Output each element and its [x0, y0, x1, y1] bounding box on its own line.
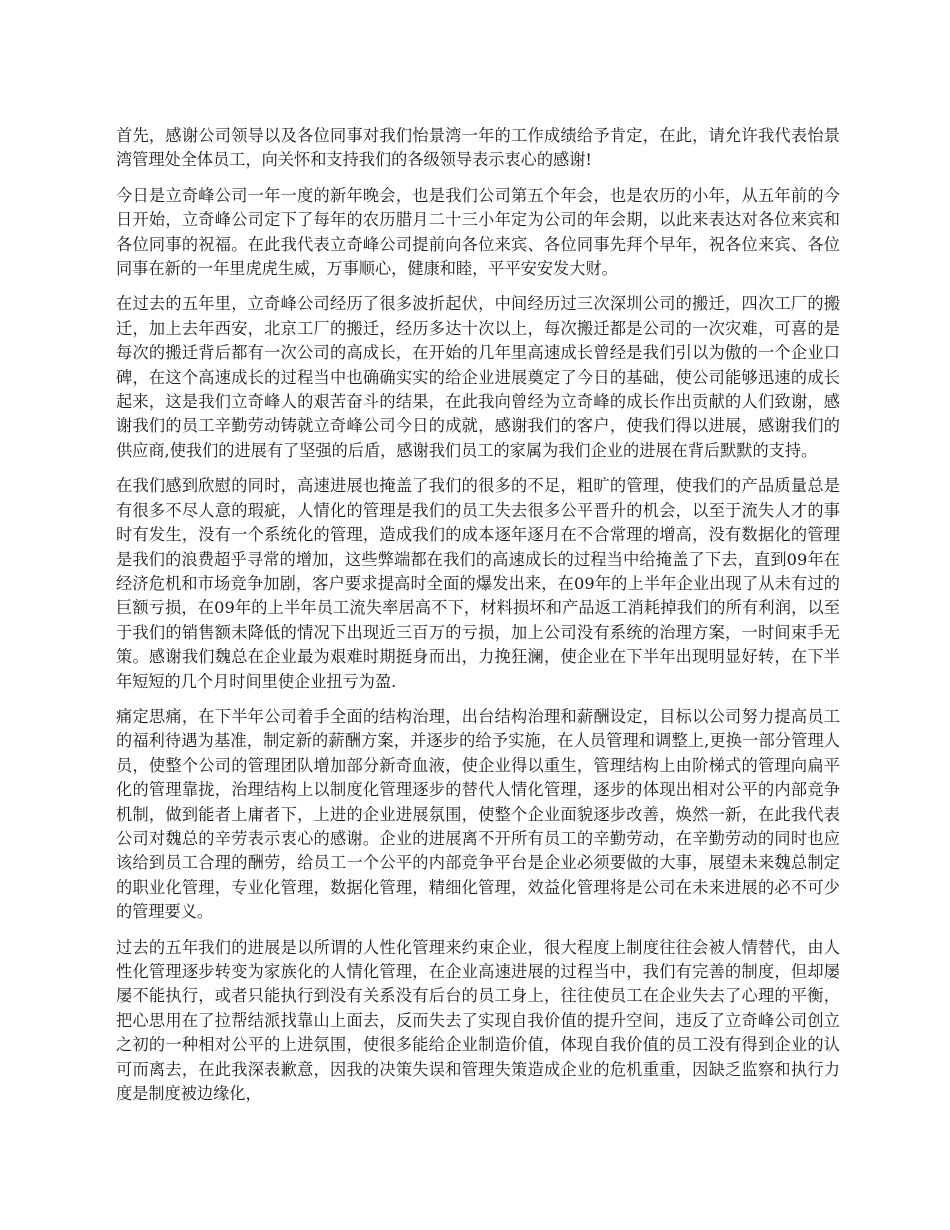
- paragraph-shortcomings: 在我们感到欣慰的同时，高速进展也掩盖了我们的很多的不足，粗旷的管理，使我们的产品质量总是有很多不尽人意的瑕疵，人情化的管理是我们的员工失去很多公平晋升的机会，以至于流失人才的事时有发生，没有一个系统化的管理，造成我们的成本逐年逐月在不合常理的增高，没有数据化的管理是我们的浪费超乎寻常的增加，这些弊端都在我们的高速成长的过程当中给掩盖了下去，直到09年在经济危机和市场竞争加剧，客户要求提高时全面的爆发出来，在09年的上半年企业出现了从未有过的巨额亏损，在09年的上半年员工流失率居高不下，材料损坏和产品返工消耗掉我们的所有利润，以至于我们的销售额未降低的情况下出现近三百万的亏损，加上公司没有系统的治理方案，一时间束手无策。感谢我们魏总在企业最为艰难时期挺身而出，力挽狂澜，使企业在下半年出现明显好转，在下半年短短的几个月时间里使企业扭亏为盈.: [116, 476, 840, 691]
- paragraph-restructuring: 痛定思痛，在下半年公司着手全面的结构治理，出台结构治理和薪酬设定，目标以公司努力提高员工的福利待遇为基准，制定新的薪酬方案，并逐步的给予实施，在人员管理和调整上,更换一部分管理人员，使整个公司的管理团队增加部分新奇血液，使企业得以重生，管理结构上由阶梯式的管理向扁平化的管理靠拢，治理结构上以制度化管理逐步的替代人情化管理，逐步的体现出相对公平的内部竞争机制，做到能者上庸者下，上进的企业进展氛围，使整个企业面貌逐步改善，焕然一新，在此我代表公司对魏总的辛劳表示衷心的感谢。企业的进展离不开所有员工的辛勤劳动，在辛勤劳动的同时也应该给到员工合理的酬劳，给员工一个公平的内部竞争平台是企业必须要做的大事，展望未来魏总制定的职业化管理，专业化管理，数据化管理，精细化管理，效益化管理将是公司在未来进展的必不可少的管理要义。: [116, 706, 840, 922]
- document-body: [116, 124, 840, 1117]
- paragraph-management-reflection: 过去的五年我们的进展是以所谓的人性化管理来约束企业，很大程度上制度往往会被人情替代，由人性化管理逐步转变为家族化的人情化管理，在企业高速进展的过程当中，我们有完善的制度，但却屡屡不能执行，或者只能执行到没有关系没有后台的员工身上，往往使员工在企业失去了心理的平衡，把心思用在了拉帮结派找靠山上面去，反而失去了实现自我价值的提升空间，违反了立奇峰公司创立之初的一种相对公平的上进氛围，使很多能给企业制造价值，体现自我价值的员工没有得到企业的认可而离去，在此我深表歉意，因我的决策失误和管理失策造成企业的危机重重，因缺乏监察和执行力度是制度被边缘化，: [116, 937, 840, 1104]
- paragraph-new-year-gala: 今日是立奇峰公司一年一度的新年晚会，也是我们公司第五个年会，也是农历的小年，从五年前的今日开始，立奇峰公司定下了每年的农历腊月二十三小年定为公司的年会期，以此来表达对各位来宾和各位同事的祝福。在此我代表立奇峰公司提前向各位来宾、各位同事先拜个早年，祝各位来宾、各位同事在新的一年里虎虎生威，万事顺心，健康和睦，平平安安发大财。: [116, 185, 840, 279]
- paragraph-five-years-review: 在过去的五年里，立奇峰公司经历了很多波折起伏，中间经历过三次深圳公司的搬迁，四次工厂的搬迁，加上去年西安，北京工厂的搬迁，经历多达十次以上，每次搬迁都是公司的一次灾难，可喜的是每次的搬迁背后都有一次公司的高成长，在开始的几年里高速成长曾经是我们引以为傲的一个企业口碑，在这个高速成长的过程当中也确确实实的给企业进展奠定了今日的基础，使公司能够迅速的成长起来，这是我们立奇峰人的艰苦奋斗的结果，在此我向曾经为立奇峰的成长作出贡献的人们致谢，感谢我们的员工辛勤劳动铸就立奇峰公司今日的成就，感谢我们的客户，使我们得以进展，感谢我们的供应商,使我们的进展有了坚强的后盾，感谢我们员工的家属为我们企业的进展在背后默默的支持。: [116, 294, 840, 460]
- paragraph-thanks: 首先，感谢公司领导以及各位同事对我们怡景湾一年的工作成绩给予肯定，在此，请允许我代表怡景湾管理处全体员工，向关怀和支持我们的各级领导表示衷心的感谢!: [116, 126, 840, 170]
